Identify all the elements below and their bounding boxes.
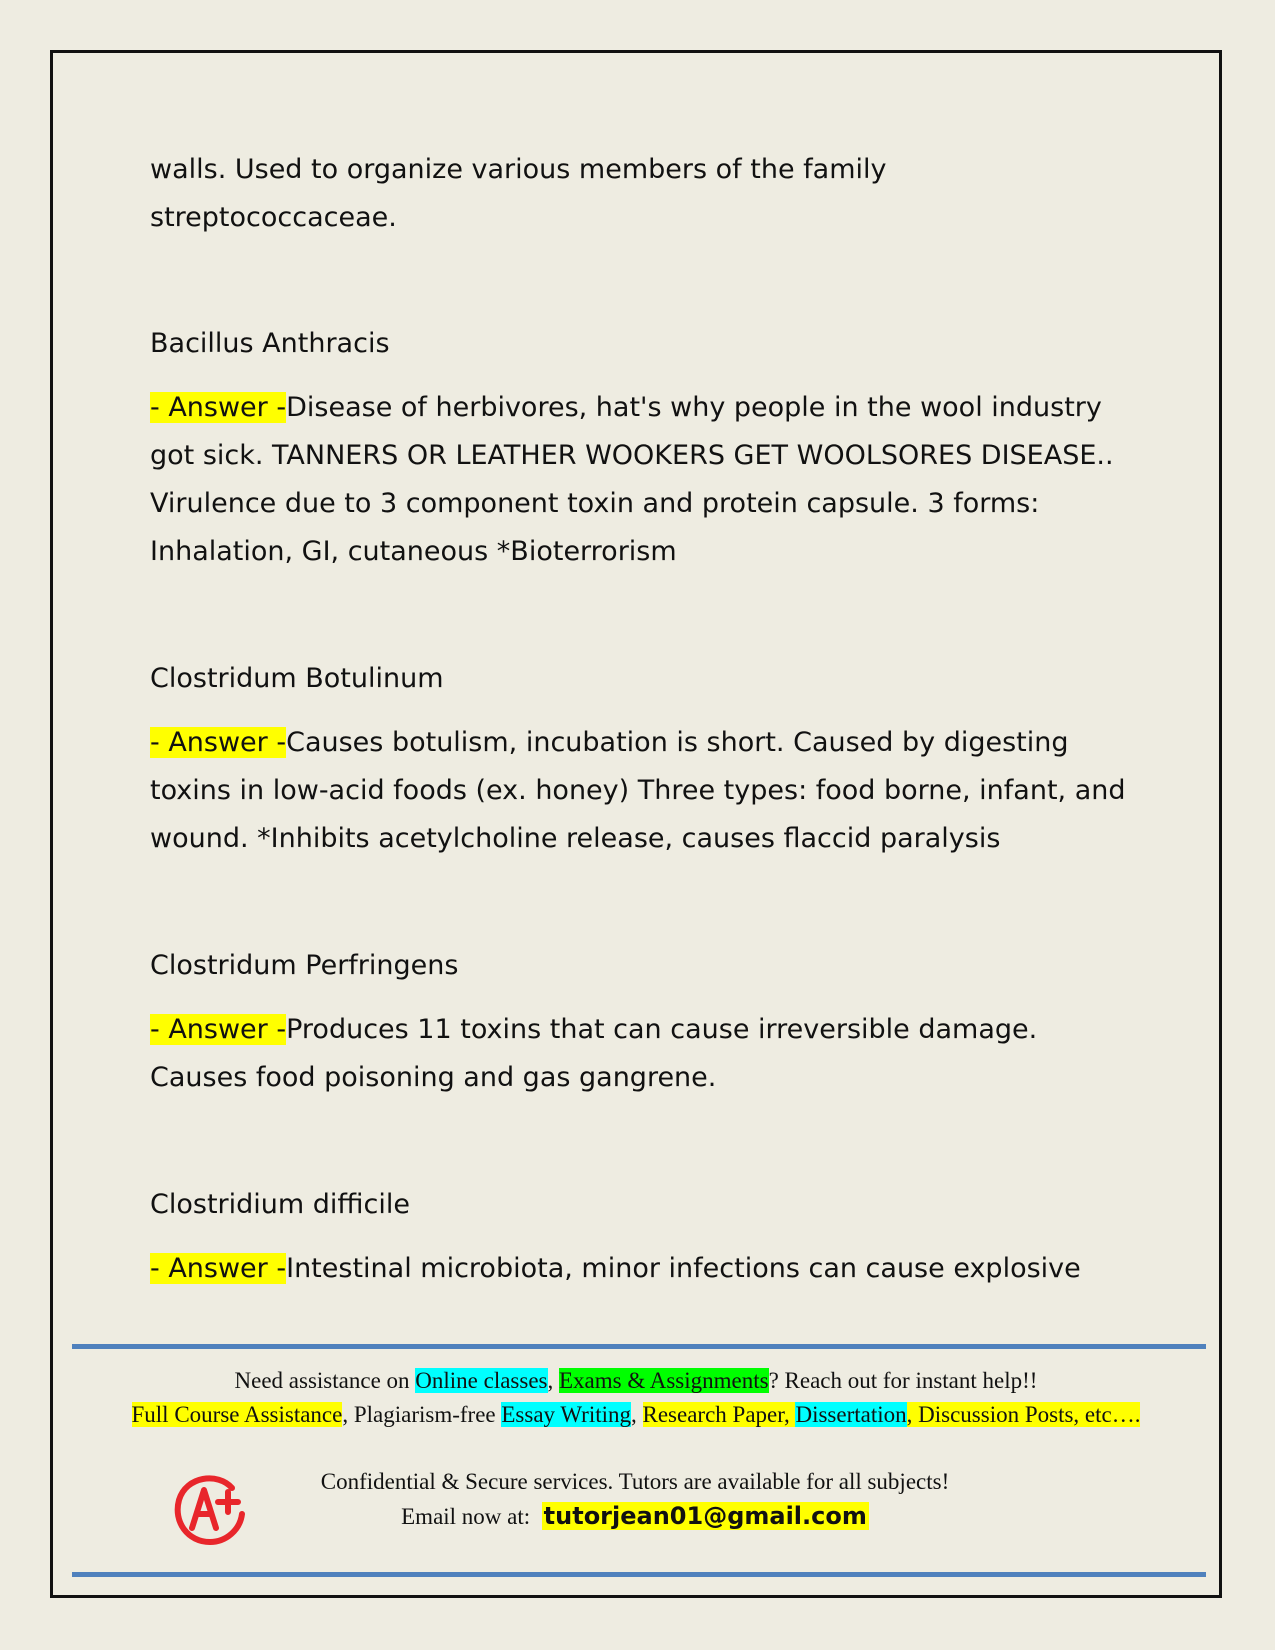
- full-course-highlight: Full Course Assistance: [131, 1402, 343, 1427]
- footer-bottom-rule: [72, 1572, 1206, 1577]
- term-heading: Clostridum Perfringens: [150, 950, 459, 981]
- footer-top-rule: [72, 1344, 1206, 1349]
- footer-line-3: Confidential & Secure services. Tutors are available for all subjects!: [320, 1469, 950, 1494]
- email-label: Email now at:: [401, 1504, 531, 1529]
- answer-prefix: - Answer -: [150, 1253, 287, 1284]
- intro-line: walls. Used to organize various members of the family: [150, 154, 887, 185]
- intro-line: streptococcaceae.: [150, 202, 397, 233]
- answer-line: Disease of herbivores, hat's why people in the wool industry: [286, 392, 1102, 423]
- term-heading: Clostridium difficile: [150, 1189, 410, 1220]
- answer-line: Intestinal microbiota, minor infections can cause explosive: [286, 1253, 1081, 1284]
- footer-line-1: Need assistance on Online classes, Exams & Assignments? Reach out for instant help!!: [234, 1368, 1038, 1393]
- answer-prefix: - Answer -: [150, 1014, 287, 1045]
- essay-highlight: Essay Writing: [501, 1402, 631, 1427]
- email-link[interactable]: tutorjean01@gmail.com: [543, 1502, 867, 1530]
- term-heading: Clostridum Botulinum: [150, 663, 444, 694]
- answer-block: [150, 719, 1140, 863]
- term-heading: Bacillus Anthracis: [150, 328, 390, 359]
- answer-block: [150, 1006, 1140, 1102]
- answer-prefix: - Answer -: [150, 727, 287, 758]
- research-highlight: Research Paper,: [642, 1402, 796, 1427]
- footer-line-2: Full Course Assistance, Plagiarism-free Essay Writing, Research Paper, Dissertation, Discussion Posts, etc….: [131, 1402, 1141, 1427]
- document-body: [150, 146, 1140, 1293]
- answer-line: toxins in low-acid foods (ex. honey) Three types: food borne, infant, and: [150, 775, 1126, 806]
- answer-block: [150, 1245, 1140, 1293]
- answer-line: Inhalation, GI, cutaneous *Bioterrorism: [150, 536, 677, 567]
- footer-email-line: [220, 1502, 1050, 1530]
- answer-line: Produces 11 toxins that can cause irreversible damage.: [286, 1014, 1038, 1045]
- answer-prefix: - Answer -: [150, 392, 287, 423]
- answer-block: [150, 384, 1140, 576]
- exams-highlight: Exams & Assignments: [559, 1368, 769, 1393]
- online-classes-highlight: Online classes: [415, 1368, 548, 1393]
- answer-line: Causes botulism, incubation is short. Caused by digesting: [286, 727, 1069, 758]
- a-plus-logo-icon: [170, 1470, 250, 1550]
- discussion-highlight: , Discussion Posts, etc….: [906, 1402, 1141, 1427]
- answer-line: got sick. TANNERS OR LEATHER WOOKERS GET WOOLSORES DISEASE..: [150, 440, 1114, 471]
- answer-line: wound. *Inhibits acetylcholine release, causes flaccid paralysis: [150, 823, 1001, 854]
- dissertation-highlight: Dissertation: [795, 1402, 907, 1427]
- answer-line: Virulence due to 3 component toxin and protein capsule. 3 forms:: [150, 488, 1040, 519]
- answer-line: Causes food poisoning and gas gangrene.: [150, 1062, 717, 1093]
